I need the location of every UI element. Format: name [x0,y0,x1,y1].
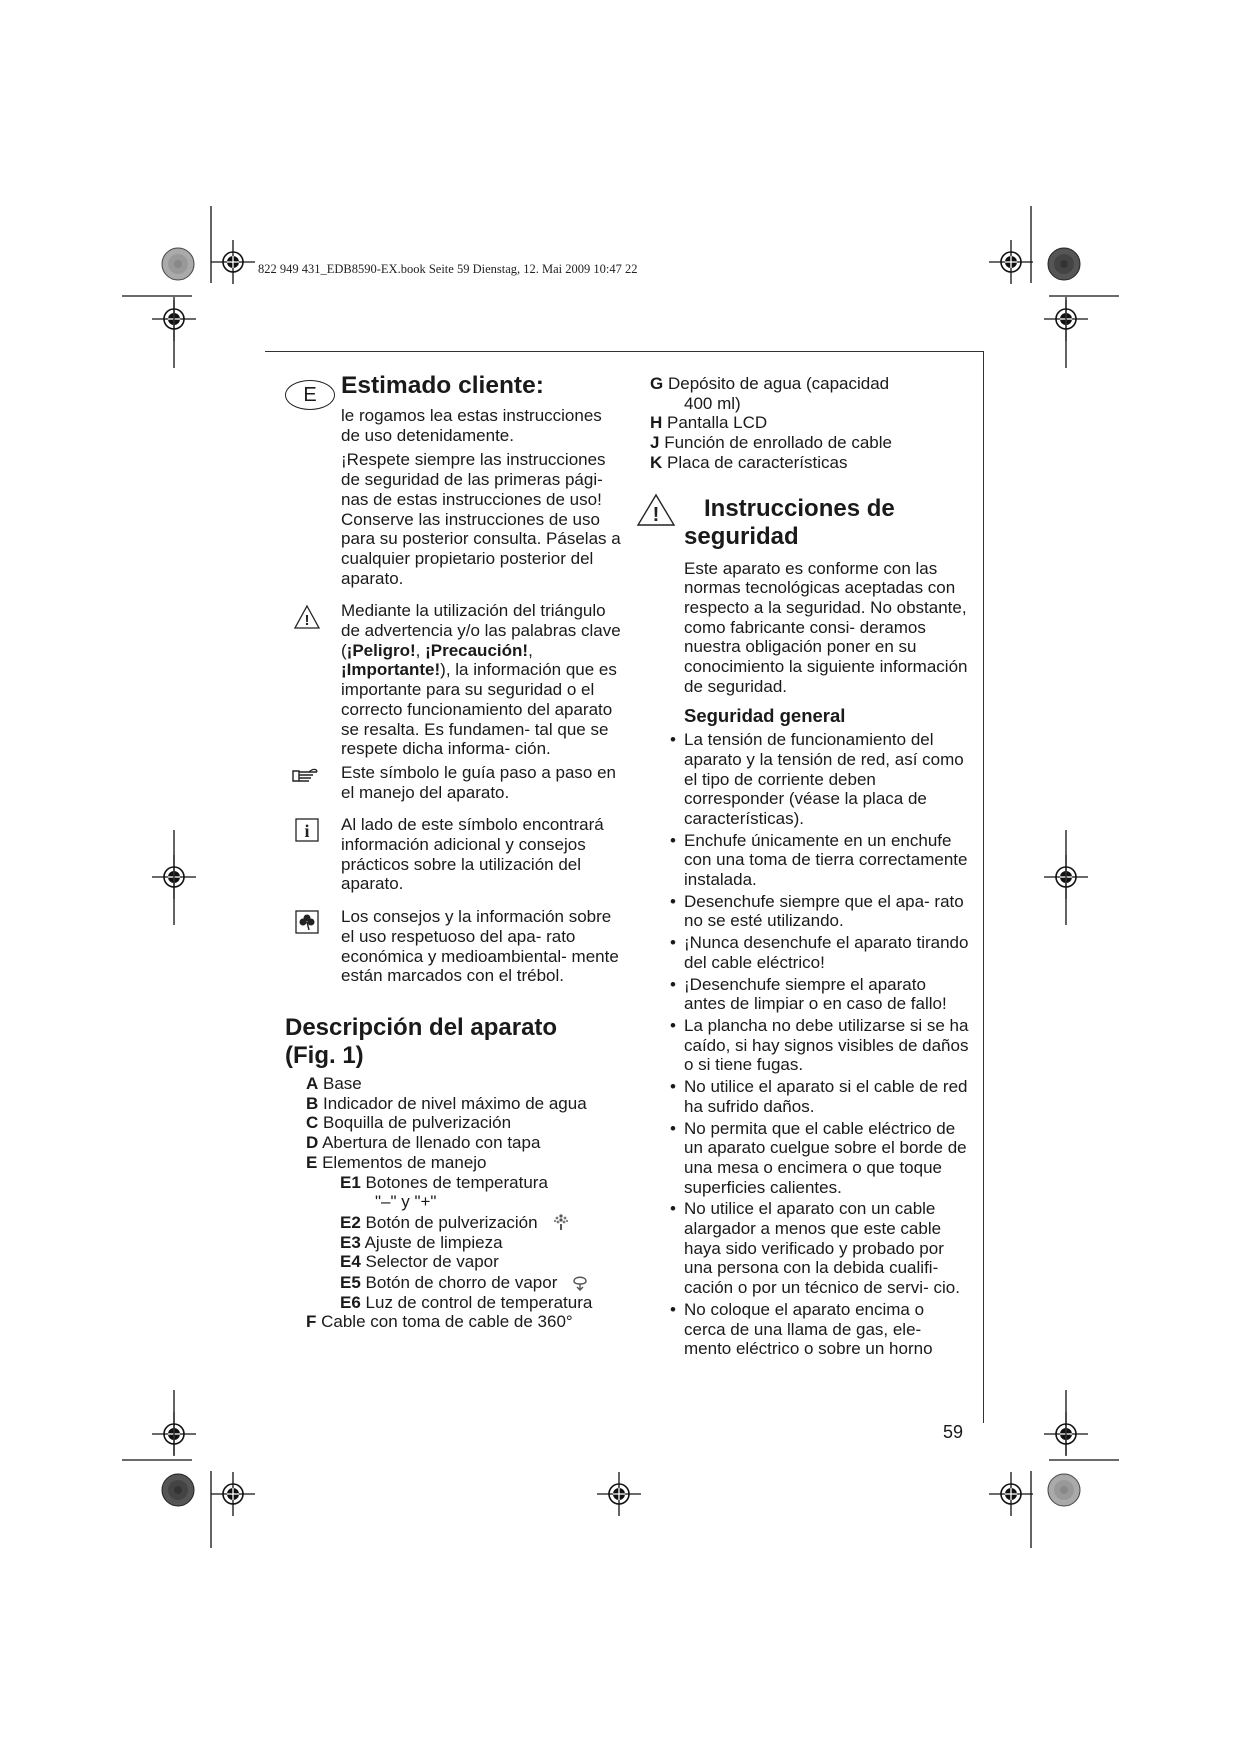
separator: , [528,640,533,660]
description-title [285,1014,625,1070]
general-safety-title: Seguridad general [684,705,846,727]
safety-item: • Desenchufe siempre que el apa- rato no se esté utilizando. [650,892,970,931]
svg-text:i: i [304,821,310,842]
warning-text-post: ), la información que es importante para su seguridad o el correcto funcionamiento del aparato se resalta. Es fundamen- tal que se respete dicha informa- ción. [341,660,617,759]
legend-item [650,374,970,394]
legend-item [306,1094,625,1114]
description-title-line-1: Descripción del aparato [285,1013,558,1041]
legend-subitem [306,1212,625,1233]
legend-text: Luz de control de temperatura [365,1292,593,1312]
legend-subitem [306,1272,625,1293]
legend-text: Botones de temperatura [365,1172,548,1192]
legend-letter: E2 [340,1212,361,1232]
color-wheel-icon [1048,1474,1080,1506]
legend-item [306,1312,625,1332]
warning-text-pre: Mediante la utilización del triángulo de advertencia y/o las palabras clave ( [341,601,621,660]
keyword-important: ¡Importante! [341,660,441,680]
legend-letter: B [306,1093,319,1113]
safety-item: • No utilice el aparato con un cable alargador a menos que este cable haya sido verificado y probado por una persona con la debida cualifi- cación o por un técnico de servi- cio. [650,1199,970,1298]
pointing-hand-icon [291,765,321,785]
page-number: 59 [943,1422,964,1442]
legend-text: Pantalla LCD [667,413,768,433]
safety-item: • La tensión de funcionamiento del aparato y la tensión de red, así como el tipo de corriente deben corresponder (véase la placa de características). [650,730,970,829]
intro-paragraph-2: ¡Respete siempre las instrucciones de seguridad de las primeras pági- nas de estas instrucciones de uso! Conserve las instrucciones de uso para su posterior consulta. Páselas a cualquier propietario posterior del aparato. [341,450,621,588]
registration-mark-icon [211,1472,255,1516]
legend-item [650,433,970,453]
legend-letter: J [650,433,660,453]
legend-letter: E [306,1152,318,1172]
safety-list [650,730,970,1359]
safety-item: • Enchufe únicamente en un enchufe con una toma de tierra correctamente instalada. [650,831,970,890]
legend-letter: C [306,1113,319,1133]
info-note [285,815,625,894]
registration-mark-icon [597,1472,641,1516]
legend-letter: F [306,1312,317,1332]
legend-subitem-continued: "–" y "+" [375,1192,437,1212]
info-note-text: Al lado de este símbolo encontrará información adicional y consejos prácticos sobre la utilización del aparato. [341,815,604,894]
legend-item [650,453,970,473]
legend-text: Botón de chorro de vapor [365,1273,558,1293]
legend-text: Placa de características [667,452,848,472]
safety-title-line-1: Instrucciones de [704,494,895,522]
legend-text: Cable con toma de cable de 360° [321,1312,573,1332]
registration-mark-icon [989,240,1033,284]
legend-text: Abertura de llenado con tapa [322,1133,541,1153]
warning-note-text [341,601,625,759]
legend-letter: E1 [340,1172,361,1192]
registration-mark-icon [989,1472,1033,1516]
legend-letter: D [306,1133,319,1153]
legend-item-continued: 400 ml) [684,393,741,413]
spray-icon [552,1212,570,1232]
legend-letter: A [306,1073,319,1093]
warning-triangle-icon [636,493,676,527]
description-title-line-2: (Fig. 1) [285,1041,364,1069]
legend-letter: E4 [340,1252,361,1272]
file-slug: 822 949 431_EDB8590-EX.book Seite 59 Dienstag, 12. Mai 2009 10:47 22 [258,262,638,276]
legend-item [306,1133,625,1153]
frame-right-rule [983,351,984,1423]
legend-subitem [306,1252,625,1272]
registration-mark-icon [211,240,255,284]
separator: , [415,640,426,660]
legend-item [306,1153,625,1173]
warning-note [285,601,625,759]
parts-legend [285,1074,625,1332]
safety-intro: Este aparato es conforme con las normas tecnológicas aceptadas con respecto a la seguridad. No obstante, como fabricante consi- deramos nuestra obligación poner en su conocimiento la siguiente información de seguridad. [684,558,968,696]
svg-text:!: ! [652,503,660,526]
safety-heading [650,495,970,551]
step-note [285,763,625,802]
legend-subitem [306,1233,625,1253]
eco-note [285,907,625,986]
safety-item: • ¡Desenchufe siempre el aparato antes de limpiar o en caso de fallo! [650,975,970,1014]
legend-text: Depósito de agua (capacidad [667,374,890,393]
intro-paragraph-1: le rogamos lea estas instrucciones de uso detenidamente. [341,406,602,445]
color-wheel-icon [162,248,194,280]
safety-item: • La plancha no debe utilizarse si se ha caído, si hay signos visibles de daños o si tiene fugas. [650,1016,970,1075]
safety-item: • No permita que el cable eléctrico de un aparato cuelgue sobre el borde de una mesa o encimera o que toque superficies calientes. [650,1119,970,1198]
legend-subitem [306,1173,625,1193]
legend-text: Función de enrollado de cable [664,433,892,453]
greeting-title: Estimado cliente: [341,372,544,399]
legend-text: Boquilla de pulverización [323,1113,512,1133]
safety-item: • No coloque el aparato encima o cerca de una llama de gas, ele- mento eléctrico o sobre un horno [650,1300,970,1359]
frame-top-rule [265,351,983,352]
color-wheel-icon [162,1474,194,1506]
legend-letter: H [650,413,663,433]
safety-item: • No utilice el aparato si el cable de red ha sufrido daños. [650,1077,970,1116]
language-badge: E [285,380,335,410]
step-note-text: Este símbolo le guía paso a paso en el manejo del aparato. [341,762,617,802]
safety-item: • ¡Nunca desenchufe el aparato tirando del cable eléctrico! [650,933,970,972]
right-column [650,374,970,1359]
legend-text: Elementos de manejo [322,1152,487,1172]
legend-text: Base [323,1073,362,1093]
info-icon [295,818,319,842]
legend-letter: E3 [340,1232,361,1252]
legend-letter: E5 [340,1273,361,1293]
keyword-danger: ¡Peligro! [346,640,416,660]
color-wheel-icon [1048,248,1080,280]
keyword-caution: ¡Precaución! [425,640,529,660]
legend-text: Botón de pulverización [365,1212,538,1232]
legend-letter: G [650,374,664,393]
warning-triangle-icon [293,604,321,630]
legend-item [306,1113,625,1133]
safety-title [684,495,970,551]
legend-subitem [306,1293,625,1313]
legend-letter: E6 [340,1292,361,1312]
steam-burst-icon [570,1272,590,1292]
legend-item [650,413,970,433]
legend-text: Indicador de nivel máximo de agua [323,1093,587,1113]
legend-item [306,1074,625,1094]
svg-text:!: ! [304,612,310,630]
legend-letter: K [650,452,663,472]
eco-note-text: Los consejos y la información sobre el uso respetuoso del apa- rato económica y medioambiental- mente están marcados con el trébol. [341,907,619,986]
clover-icon [295,910,319,934]
left-column [285,372,625,1332]
parts-legend-continued [650,374,970,473]
legend-text: Selector de vapor [365,1252,499,1272]
legend-text: Ajuste de limpieza [364,1232,503,1252]
safety-title-line-2: seguridad [684,522,799,550]
